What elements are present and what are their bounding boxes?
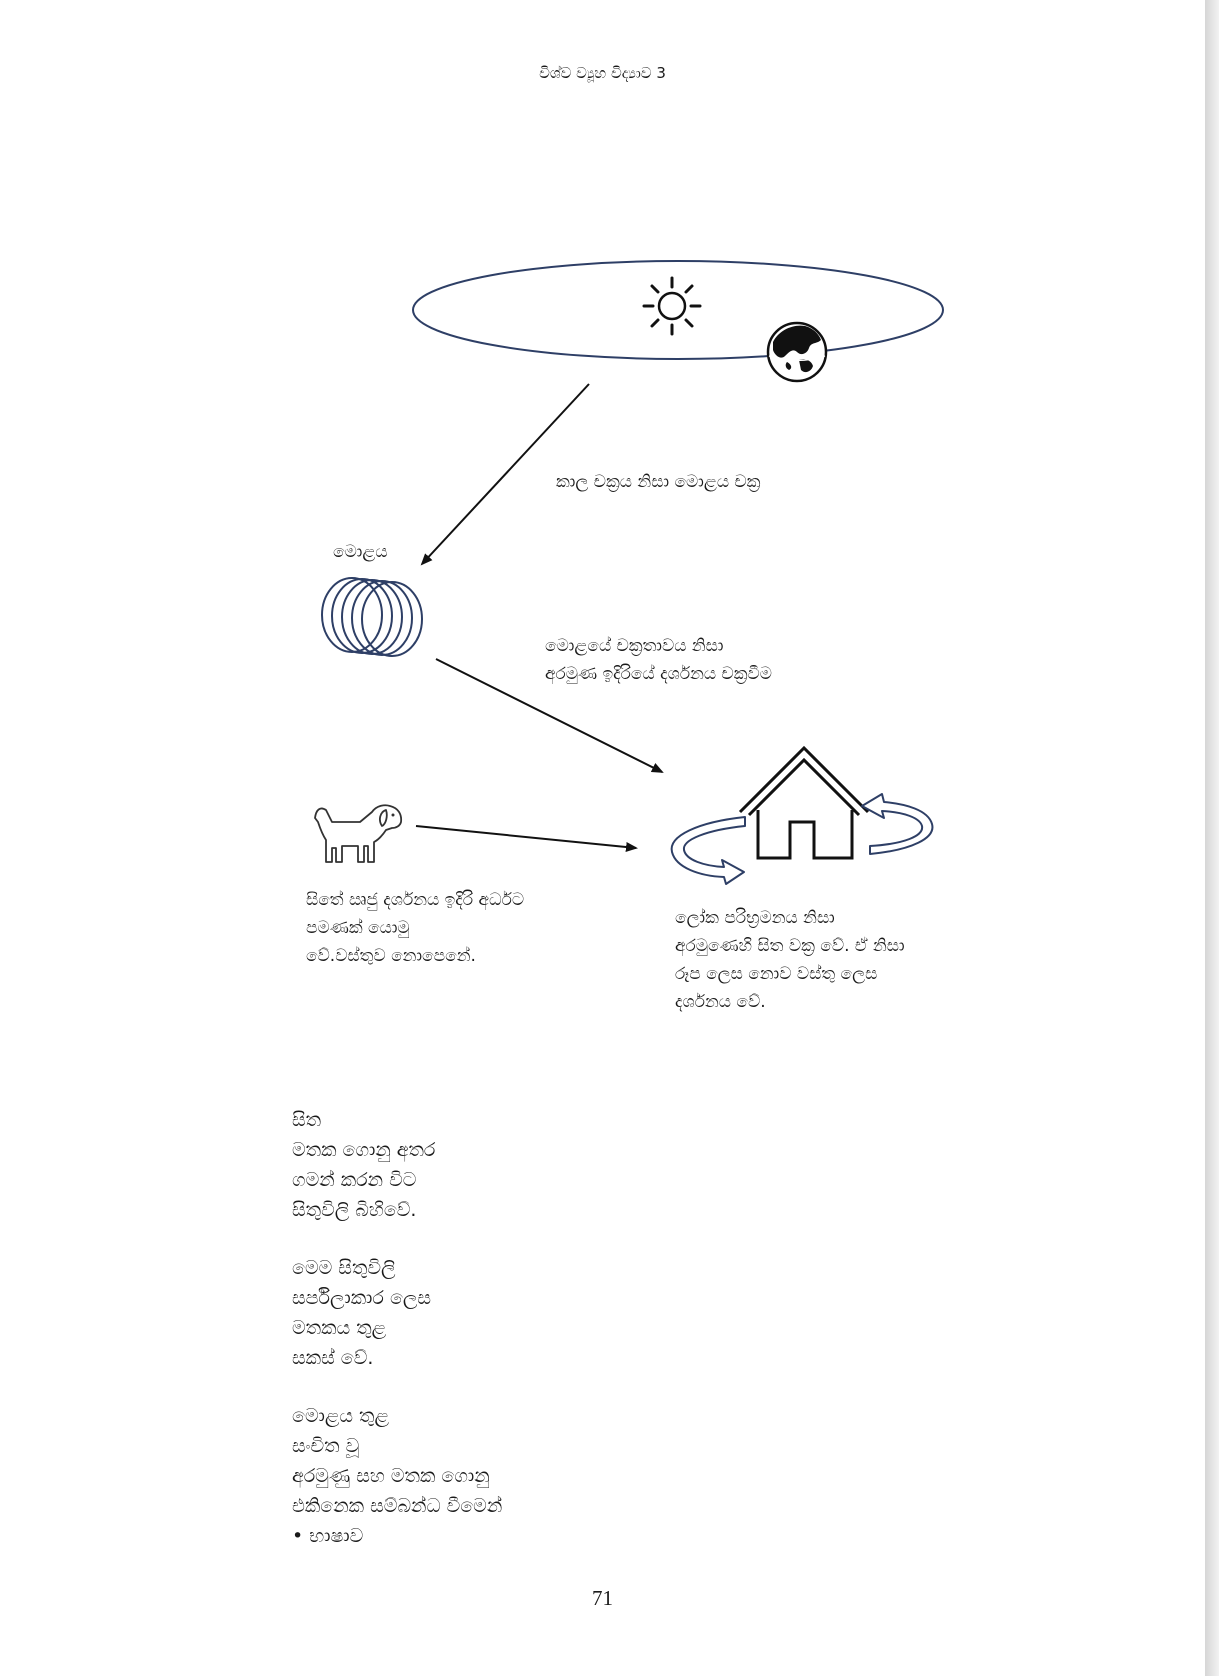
label-dog-line1: සිතේ ඍජු දර්ශනය ඉදිරි අර්ධට — [306, 890, 525, 910]
poem-stanza — [292, 1401, 502, 1551]
label-brain-cycle-line2: අරමුණ ඉදිරියේ දර්ශනය චක්‍රවීම — [545, 664, 772, 684]
poem-line: සකස් වේ. — [292, 1347, 374, 1369]
label-house-line2: අරමුණෙහි සිත වක්‍ර වේ. ඒ නිසා — [675, 936, 905, 956]
poem-line: මොළය තුළ — [292, 1405, 389, 1427]
label-house-line3: රූප ලෙස නොව වස්තු ලෙස — [675, 964, 878, 984]
poem-line: මතකය තුළ — [292, 1317, 387, 1339]
house-icon — [740, 748, 868, 858]
poem-line: මෙම සිතුවිලි — [292, 1257, 396, 1279]
poem-line: අරමුණු සහ මතක ගොනු — [292, 1465, 490, 1487]
label-house-line1: ලෝක පරිභ්‍රමනය නිසා — [675, 908, 835, 928]
dog-icon — [315, 805, 401, 862]
arrow-dog-to-house — [416, 826, 636, 848]
rotation-arrows-icon — [672, 794, 933, 884]
poem-stanza — [292, 1253, 431, 1373]
label-brain-cycle-line1: මොළයේ චක්‍රතාවය නිසා — [545, 636, 724, 656]
coil-spiral-icon — [322, 578, 422, 656]
poem-block — [292, 1253, 431, 1373]
page-edge — [1205, 0, 1219, 1676]
label-dog-line3: වේ.වස්තුව නොපෙනේ. — [306, 946, 476, 966]
label-brain: මොළය — [333, 542, 388, 562]
earth-globe-icon — [768, 323, 826, 381]
label-time-cycle: කාල චක්‍රය නිසා මොළය චක්‍ර — [556, 472, 761, 492]
page-number: 71 — [592, 1586, 613, 1610]
poem-line: සිත — [292, 1109, 322, 1131]
label-dog-caption — [306, 886, 524, 970]
page-header: විශ්ව ව්‍යූහ විද්‍යාව 3 — [539, 64, 666, 82]
label-brain-cycle — [545, 632, 772, 688]
sun-icon — [644, 278, 700, 334]
poem-stanza — [292, 1105, 435, 1225]
label-house-caption — [675, 904, 905, 1016]
label-dog-line2: පමණක් යොමු — [306, 918, 410, 938]
poem-block — [292, 1401, 502, 1551]
poem-line: සර්පිලාකාර ලෙස — [292, 1287, 432, 1309]
poem-line: මතක ගොනු අතර — [292, 1139, 436, 1161]
poem-line: සංචිත වූ — [292, 1435, 360, 1457]
poem-line: එකිනෙක සම්බන්ධ වීමෙන් — [292, 1495, 503, 1517]
poem-bullet-line: • භාෂාව — [292, 1525, 364, 1547]
poem-line: සිතුවිලි බිහිවේ. — [292, 1199, 417, 1221]
poem-line: ගමන් කරන විට — [292, 1169, 417, 1191]
label-house-line4: දර්ශනය වේ. — [675, 992, 766, 1012]
poem-block — [292, 1105, 435, 1225]
